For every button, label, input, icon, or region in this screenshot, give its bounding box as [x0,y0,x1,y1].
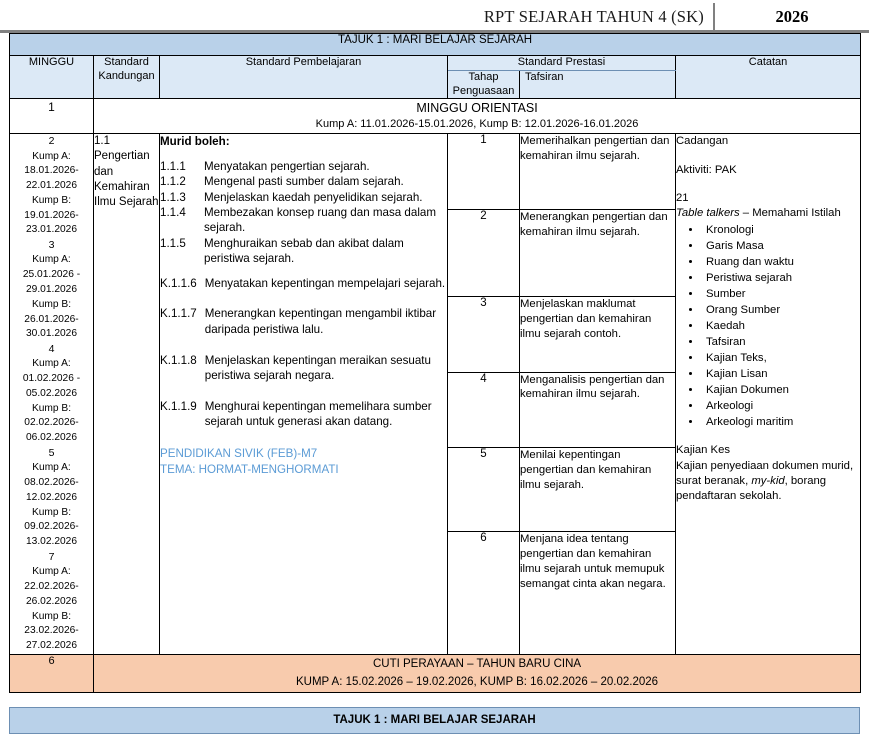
holiday-week: 6 [10,654,94,692]
week-line: 29.01.2026 [26,284,77,295]
sp-spacer-row [160,291,447,306]
tahap-penguasaan-6: 6 [448,532,520,655]
sp-item [160,306,447,337]
orientation-week: 1 [10,99,94,134]
col-header-catatan: Catatan [676,56,861,99]
topic-banner-row [10,34,861,56]
sp-text: Menghuraikan sebab dan akibat dalam peristiwa sejarah. [204,236,404,266]
sp-text: Membezakan konsep ruang dan masa dalam sejarah. [204,205,437,235]
tahap-penguasaan-1: 1 [448,134,520,210]
list-item: • Sumber [702,286,860,302]
col-header-standard-pembelajaran: Standard Pembelajaran [160,56,448,99]
holiday-dates: KUMP A: 15.02.2026 – 19.02.2026, KUMP B: 16.02.2026 – 20.02.2026 [295,676,659,689]
week-line: 01.02.2026 - [22,373,81,385]
sp-lead: Murid boleh: [160,135,230,149]
sp-code: K.1.1.7 [160,307,197,321]
sivik-note [160,446,447,480]
week-line: Kump A: [32,254,71,266]
week-line: 27.02.2026 [26,640,77,652]
tahap-penguasaan-2: 2 [448,209,520,296]
bottom-banner-row [10,707,860,733]
week-block [10,446,93,550]
sp-text: Menjelaskan kaedah penyelidikan sejarah. [204,190,423,204]
sp-code: 1.1.2 [160,175,186,189]
week-line: Kump B: [31,610,72,622]
list-item: • Arkeologi maritim [702,414,860,430]
orientation-body [94,99,861,134]
catatan-cadangan: Cadangan [676,135,729,148]
list-item: • Peristiwa sejarah [702,270,860,286]
col-header-tahap-penguasaan: Tahap Penguasaan [448,70,520,99]
catatan-number: 21 [676,192,689,205]
tafsiran-2: Menerangkan pengertian dan kemahiran ilmu sejarah. [520,209,676,296]
bottom-topic-banner: TAJUK 1 : MARI BELAJAR SEJARAH [10,707,860,733]
kajian-kes-title: Kajian Kes [676,444,731,457]
sp-text: Mengenal pasti sumber dalam sejarah. [204,175,404,189]
sp-item [160,174,447,189]
bottom-banner-table [9,707,860,734]
week-number: 2 [48,135,55,148]
sp-code: 1.1.3 [160,190,186,204]
week-line: Kump A: [32,462,71,474]
rpt-table [9,33,861,693]
week-line: 12.02.2026 [26,491,77,503]
week-block [10,550,93,654]
week-line: 30.01.2026 [26,328,77,340]
catatan-kajian-kes [676,443,860,504]
week-block [10,342,93,446]
sp-group-1 [160,159,447,267]
week-line: 05.02.2026 [26,387,77,399]
table-talkers-italic: Table talkers [676,207,740,220]
tahap-penguasaan-3: 3 [448,296,520,372]
list-item: • Orang Sumber [702,302,860,318]
week-line: 23.01.2026 [26,224,77,236]
sp-item [160,353,447,384]
sp-code: 1.1.1 [160,159,186,173]
table-talkers-rest: – Memahami Istilah [739,207,841,220]
sp-item [160,276,447,291]
sp-item [160,399,447,430]
col-header-tafsiran: Tafsiran [520,70,676,99]
sp-text: Menghurai kepentingan memelihara sumber sejarah untuk generasi akan datang. [204,399,432,429]
sp-text: Menerangkan kepentingan mengambil iktibar daripada peristiwa lalu. [204,307,437,336]
week-number: 4 [48,343,55,356]
sp-text: Menjelaskan kepentingan meraikan sesuatu peristiwa sejarah negara. [204,353,431,382]
week-line: 22.01.2026 [26,180,77,192]
week-line: 08.02.2026- [24,477,79,489]
week-line: Kump B: [31,402,72,414]
sp-spacer-row [160,337,447,352]
week-line: 25.01.2026 - [22,269,81,281]
list-item: • Kaedah [702,318,860,334]
week-line: 13.02.2026 [26,536,77,548]
week-line: 26.01.2026- [24,313,79,325]
sp-code: K.1.1.9 [160,399,197,413]
list-item: • Garis Masa [702,238,860,254]
kajian-kes-line-3: , borang pendaftaran sekolah. [676,474,827,503]
document-year: 2026 [775,6,809,26]
sp-text: Menyatakan pengertian sejarah. [204,159,370,173]
catatan-table-talkers [676,206,860,221]
catatan-aktiviti: Aktiviti: PAK [676,163,737,176]
week-line: 09.02.2026- [24,521,79,533]
week-block [10,238,93,342]
week-line: 23.02.2026- [24,625,79,637]
minggu-cell [10,134,94,655]
orientation-dates: Kump A: 11.01.2026-15.01.2026, Kump B: 12.01.2026-16.01.2026 [315,118,639,131]
week-number: 3 [48,239,55,252]
sivik-line-1: PENDIDIKAN SIVIK (FEB)-M7 [160,446,318,460]
list-item: • Kajian Dokumen [702,382,860,398]
tafsiran-5: Menilai kepentingan pengertian dan kemahiran ilmu sejarah. [520,448,676,532]
week-line: Kump B: [31,506,72,518]
standard-pembelajaran-cell [160,134,448,655]
col-header-standard-kandungan: Standard Kandungan [94,56,160,99]
sp-item [160,236,447,267]
holiday-row [10,654,861,692]
week-line: 19.01.2026- [24,209,79,221]
week-line: 18.01.2026- [24,165,79,177]
kajian-kes-line-2: Kajian penyediaan dokumen murid, surat beranak, [676,459,854,487]
sivik-line-2: TEMA: HORMAT-MENGHORMATI [160,463,339,477]
list-item: • Kajian Lisan [702,366,860,382]
sp-code: 1.1.4 [160,205,186,219]
tafsiran-1: Memerihalkan pengertian dan kemahiran ilmu sejarah. [520,134,676,210]
week-number: 7 [48,550,55,563]
week-line: Kump B: [31,194,72,206]
tafsiran-3: Menjelaskan maklumat pengertian dan kemahiran ilmu sejarah contoh. [520,296,676,372]
list-item: • Ruang dan waktu [702,254,860,270]
col-header-minggu: MINGGU [10,56,94,99]
orientation-row [10,99,861,134]
week-line: 26.02.2026 [26,595,77,607]
week-line: 02.02.2026- [24,417,79,429]
standard-kandungan-cell: 1.1 Pengertian dan Kemahiran Ilmu Sejarah [94,134,160,655]
week-line: 22.02.2026- [24,580,79,592]
tafsiran-6: Menjana idea tentang pengertian dan kemahiran ilmu sejarah untuk memupuk semangat cinta akan negara. [520,532,676,655]
tafsiran-4: Menganalisis pengertian dan kemahiran ilmu sejarah. [520,372,676,448]
sp-code: K.1.1.6 [160,276,197,290]
sp-item [160,190,447,205]
orientation-title: MINGGU ORIENTASI [416,101,538,116]
week-line: Kump A: [32,150,71,162]
catatan-cell [676,134,861,655]
header-rule [0,30,869,33]
kajian-kes-italic: my-kid [751,474,785,487]
tahap-penguasaan-4: 4 [448,372,520,448]
sp-item [160,205,447,236]
holiday-title: CUTI PERAYAAN – TAHUN BARU CINA [372,657,582,670]
tahap-penguasaan-5: 5 [448,448,520,532]
week-line: Kump A: [32,566,71,578]
week-line: 06.02.2026 [26,432,77,444]
week-block [10,134,93,238]
sp-spacer-row [160,383,447,398]
col-header-standard-prestasi: Standard Prestasi [448,56,676,71]
section-gap [9,693,860,707]
topic-banner: TAJUK 1 : MARI BELAJAR SEJARAH [10,34,861,56]
week-number: 5 [48,447,55,460]
list-item: • Kajian Teks, [702,350,860,366]
sp-item [160,159,447,174]
catatan-terms-list [676,222,860,430]
document-title: RPT SEJARAH TAHUN 4 (SK) [483,6,704,26]
sp-spacer [160,267,447,276]
week-line: Kump A: [32,358,71,370]
week-line: Kump B: [31,298,72,310]
list-item: • Kronologi [702,222,860,238]
sp-code: 1.1.5 [160,236,186,250]
holiday-body [94,654,861,692]
content-wrap [0,33,869,734]
list-item: • Arkeologi [702,398,860,414]
column-header-row-1 [10,56,861,71]
sp-code: K.1.1.8 [160,353,197,367]
sp-group-2 [160,276,447,430]
list-item: • Tafsiran [702,334,860,350]
main-content-row [10,134,861,210]
sp-text: Menyatakan kepentingan mempelajari sejarah. [204,276,446,290]
page-header [0,0,869,33]
